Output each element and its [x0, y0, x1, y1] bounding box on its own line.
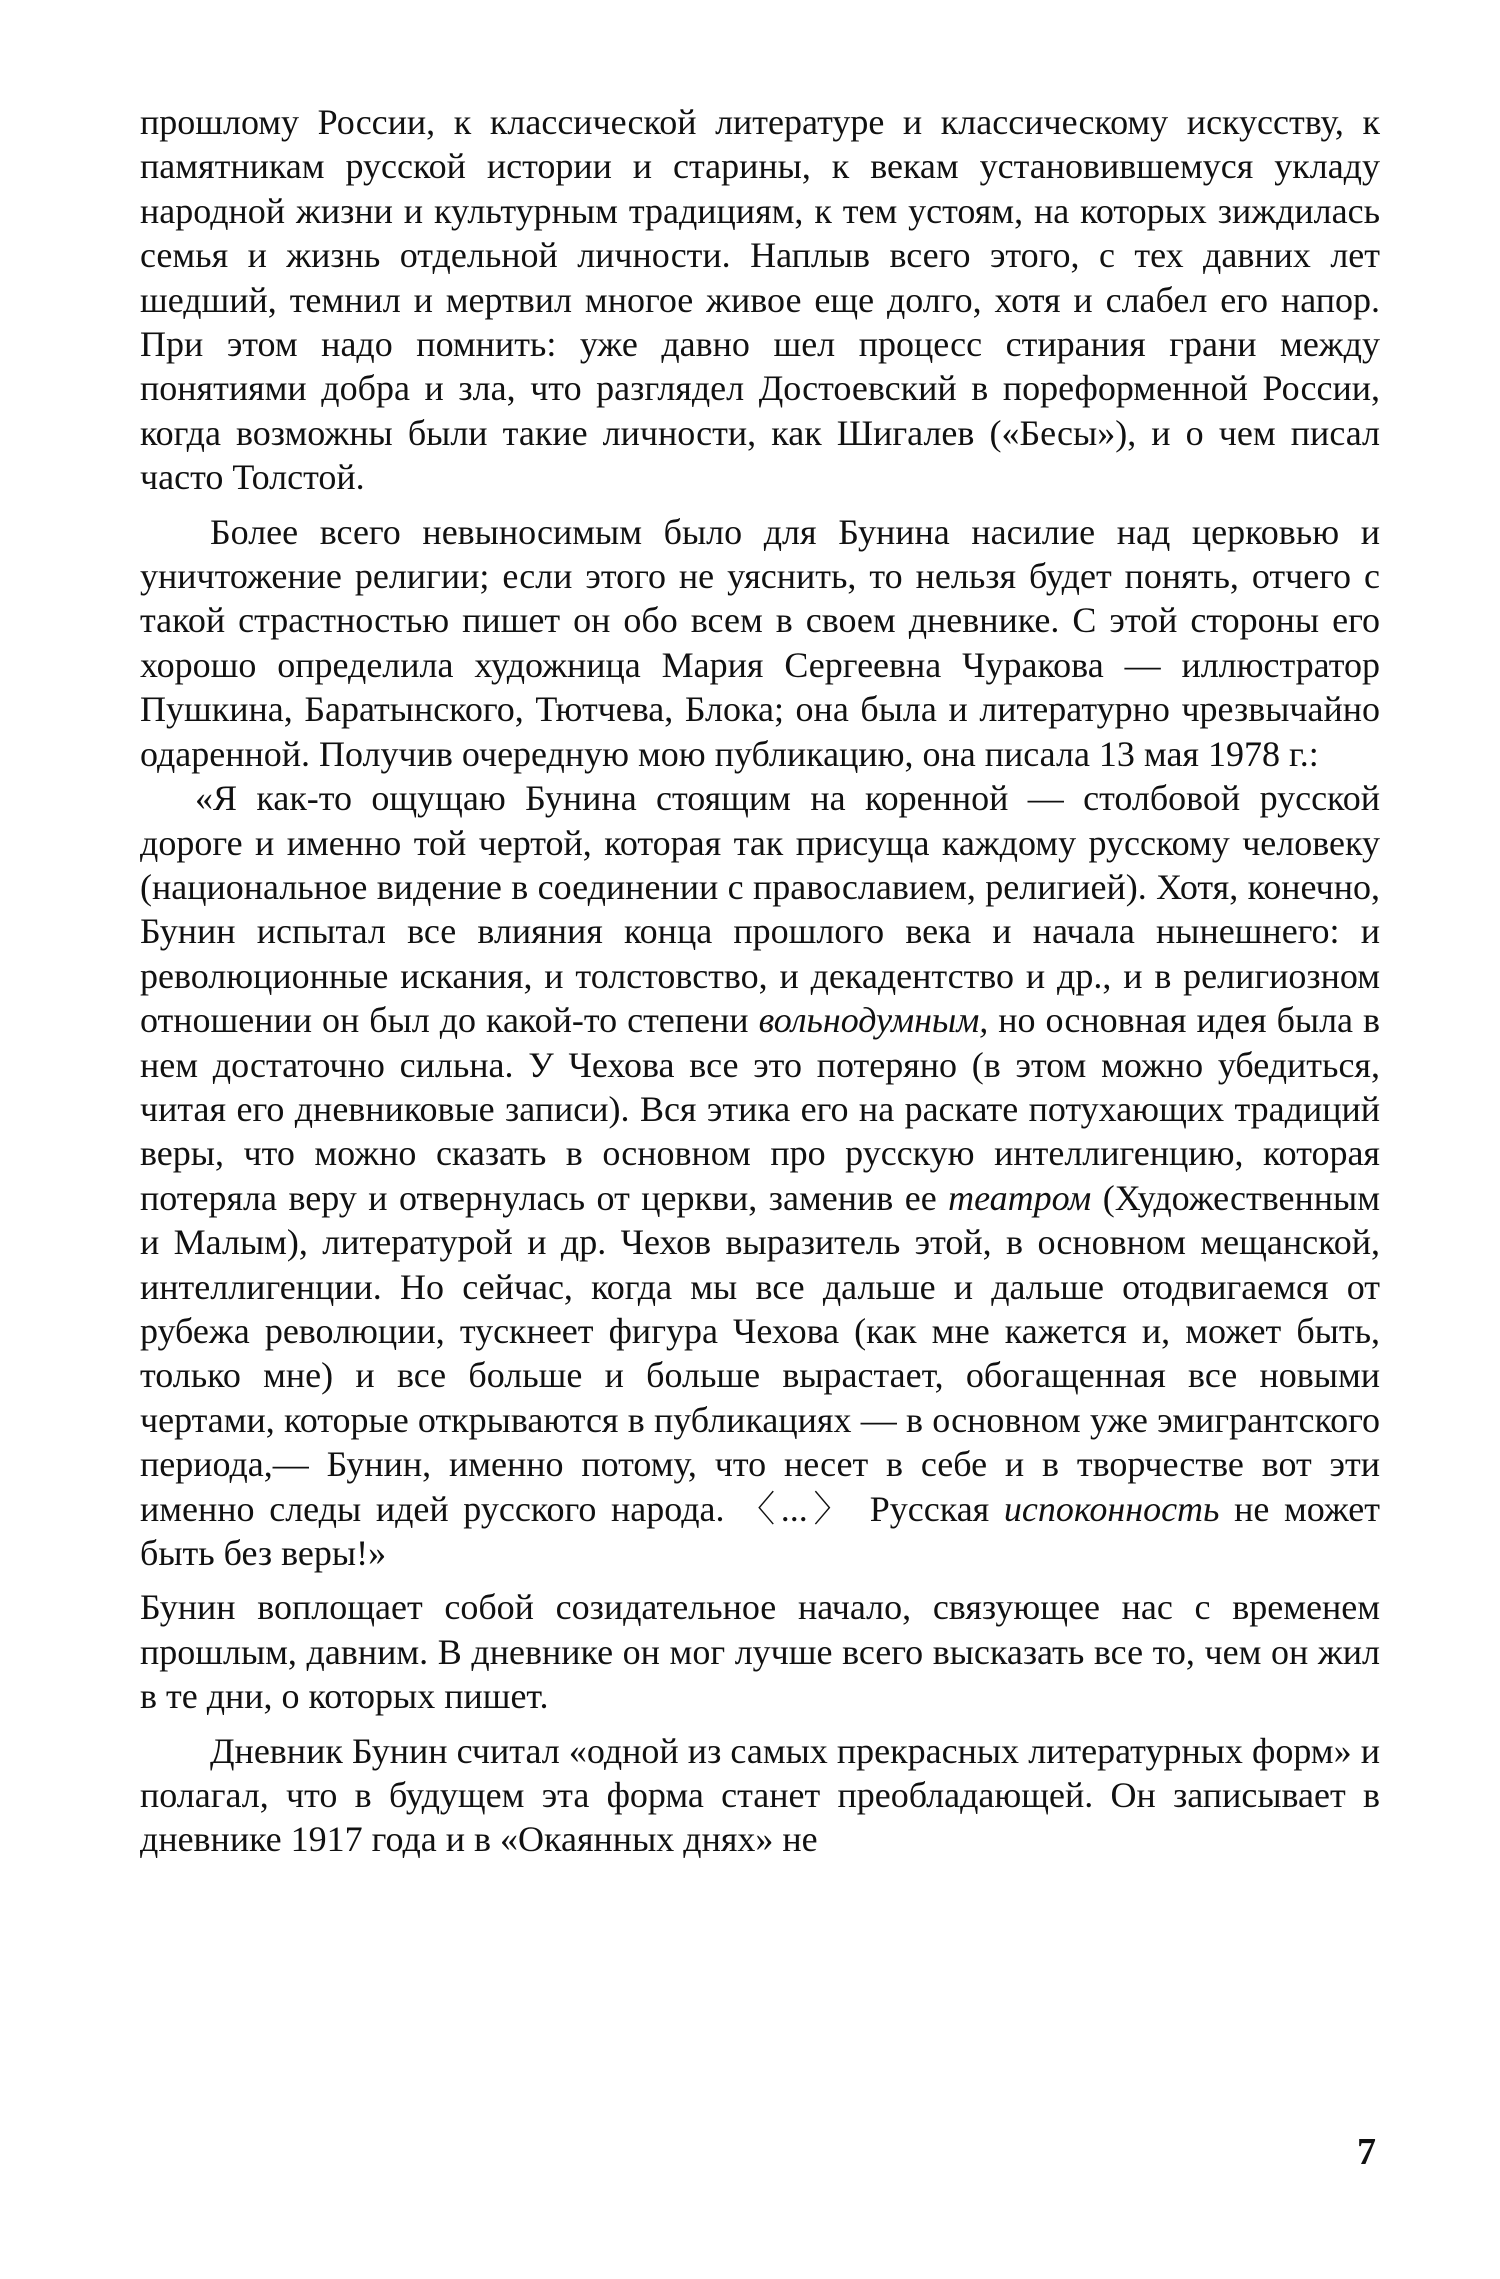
paragraph-gap: [140, 1719, 1380, 1729]
paragraph-1: прошлому России, к классической литературе и классическому искусству, к памятникам русской истории и старины, к векам установившемуся укладу народной жизни и культурным традициям, к тем устоям, на которых зиждилась семья и жизнь отдельной личности. Наплыв всего этого, с тех давних лет шедший, темнил и мертвил многое живое еще долго, хотя и слабел его напор. При этом надо помнить: уже давно шел процесс стирания грани между понятиями добра и зла, что разглядел Достоевский в пореформенной России, когда возможны были такие личности, как Шигалев («Бесы»), и о чем писал часто Толстой.: [140, 102, 1380, 498]
quote-text-3: (Художественным и Малым), литературой и др. Чехов выразитель этой, в основном мещанской, интеллигенции. Но сейчас, когда мы все дальше и дальше отодвигаемся от рубежа революции, тускнеет фигура Чехова (как мне кажется и, может быть, только мне) и все больше и больше вырастает, обогащенная все новыми чертами, которые открываются в публикациях — в основном уже эмигрантского периода,— Бунин, именно потому, что несет в себе и в творчестве вот эти именно следы идей русского народа. 〈...〉 Русская: [140, 1177, 1380, 1529]
paragraph-2: Более всего невыносимым было для Бунина насилие над церковью и уничтожение религии; если этого не уяснить, то нельзя будет понять, отчего с такой страстностью пишет он обо всем в своем дневнике. С этой стороны его хорошо определила художница Мария Сергеевна Чуракова — иллюстратор Пушкина, Баратынского, Тютчева, Блока; она была и литературно чрезвычайно одаренной. Получив очередную мою публикацию, она писала 13 мая 1978 г.:: [140, 511, 1380, 774]
paragraph-gap: [140, 1575, 1380, 1585]
paragraph-4: Бунин воплощает собой созидательное начало, связующее нас с временем прошлым, давним. В дневнике он мог лучше всего высказать все то, чем он жил в те дни, о которых пишет.: [140, 1587, 1380, 1717]
quote-text-1: «Я как-то ощущаю Бунина стоящим на коренной — столбовой русской дороге и именно той чертой, которая так присуща каждому русскому человеку (национальное видение в соединении с православием, религией). Хотя, конечно, Бунин испытал все влияния конца прошлого века и начала нынешнего: и революционные искания, и толстовство, и декадентство и др., и в религиозном отношении он был до какой-то степени: [140, 778, 1380, 1041]
quote-emphasis-2: театром: [948, 1177, 1092, 1218]
quote-text-2: но основная идея была в нем достаточно сильна. У Чехова все это потеряно (в этом можно убедиться, читая его дневниковые записи). Вся этика его на раскате потухающих традиций веры, что можно сказать в основном про русскую интеллигенцию, которая потеряла веру и отвернулась от церкви, заменив ее: [140, 1000, 1380, 1218]
quote-emphasis-1: вольнодумным,: [758, 1000, 989, 1041]
quote-text-4: не может быть без веры!»: [140, 1488, 1380, 1573]
page-number: 7: [1357, 2131, 1376, 2173]
quote-emphasis-3: испоконность: [1003, 1488, 1220, 1529]
paragraph-gap: [140, 500, 1380, 510]
paragraph-5: Дневник Бунин считал «одной из самых прекрасных литературных форм» и полагал, что в будущем эта форма станет преобладающей. Он записывает в дневнике 1917 года и в «Окаянных днях» не: [140, 1730, 1380, 1860]
page-text: [140, 100, 1380, 1862]
quotation-paragraph: [140, 776, 1380, 1575]
